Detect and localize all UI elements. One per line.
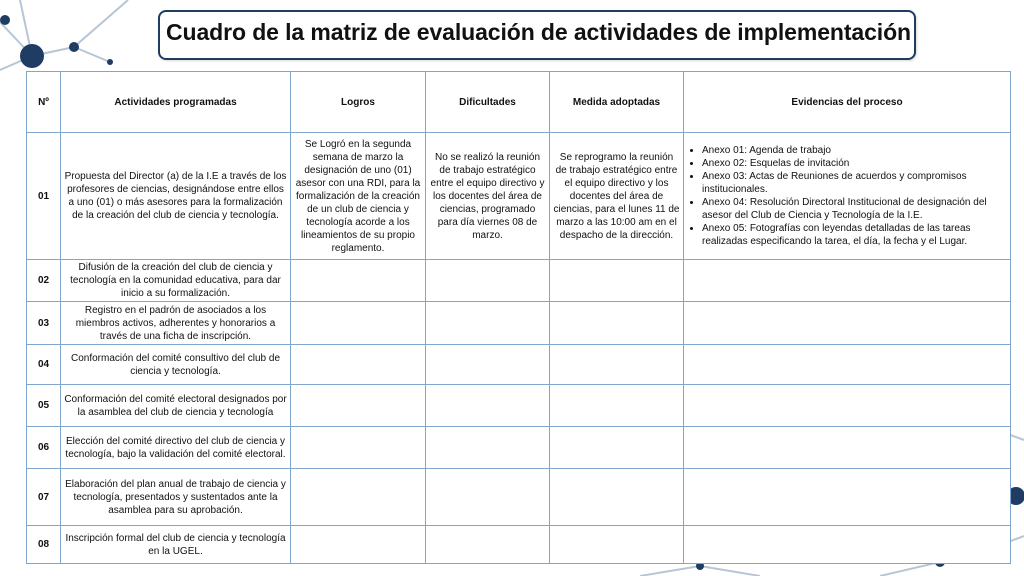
activity-cell: Conformación del comité consultivo del club de ciencia y tecnología. — [61, 345, 291, 385]
medida-cell — [550, 427, 684, 469]
row-number: 01 — [27, 133, 61, 260]
medida-cell — [550, 260, 684, 302]
activity-cell: Inscripción formal del club de ciencia y tecnología en la UGEL. — [61, 526, 291, 564]
table-header-row — [27, 72, 1011, 133]
evidencias-cell — [684, 260, 1011, 302]
evidencias-cell — [684, 526, 1011, 564]
activity-cell: Conformación del comité electoral designados por la asamblea del club de ciencia y tecnología — [61, 385, 291, 427]
activity-cell: Registro en el padrón de asociados a los miembros activos, adherentes y honorarios a través de una ficha de inscripción. — [61, 302, 291, 345]
table-row — [27, 526, 1011, 564]
row-number: 02 — [27, 260, 61, 302]
logros-cell — [291, 385, 426, 427]
medida-cell — [550, 469, 684, 526]
activity-cell: Difusión de la creación del club de ciencia y tecnología en la comunidad educativa, para dar inicio a su formalización. — [61, 260, 291, 302]
row-number: 05 — [27, 385, 61, 427]
evidence-item: • Anexo 01: Agenda de trabajo — [702, 144, 1007, 157]
dificultades-cell — [426, 302, 550, 345]
evidencias-cell — [684, 133, 1011, 260]
activity-cell: Elección del comité directivo del club de ciencia y tecnología, bajo la validación del comité electoral. — [61, 427, 291, 469]
medida-cell — [550, 345, 684, 385]
evidencias-cell — [684, 385, 1011, 427]
row-number: 04 — [27, 345, 61, 385]
page-title: Cuadro de la matriz de evaluación de actividades de implementación — [166, 19, 911, 45]
dificultades-cell — [426, 427, 550, 469]
evaluation-matrix-table — [26, 71, 1011, 564]
activity-cell: Elaboración del plan anual de trabajo de ciencia y tecnología, presentados y sustentados ante la asamblea para su aprobación. — [61, 469, 291, 526]
evidence-item: • Anexo 04: Resolución Directoral Institucional de designación del asesor del Club de Ciencia y Tecnología de la I.E. — [702, 196, 1007, 222]
evidence-list — [687, 144, 1007, 248]
table-row — [27, 385, 1011, 427]
logros-cell — [291, 345, 426, 385]
medida-cell — [550, 526, 684, 564]
logros-cell — [291, 260, 426, 302]
dificultades-cell — [426, 469, 550, 526]
evidence-item: • Anexo 02: Esquelas de invitación — [702, 157, 1007, 170]
logros-cell — [291, 302, 426, 345]
evidencias-cell — [684, 345, 1011, 385]
evidencias-cell — [684, 427, 1011, 469]
logros-cell — [291, 526, 426, 564]
row-number: 06 — [27, 427, 61, 469]
title-box — [158, 10, 916, 60]
header-logros: Logros — [291, 72, 426, 133]
medida-cell: Se reprogramo la reunión de trabajo estratégico entre el equipo directivo y los docentes del área de ciencias, para el lunes 11 de marzo a las 10:00 am en el despacho de la dirección. — [550, 133, 684, 260]
medida-cell — [550, 385, 684, 427]
header-evidencias: Evidencias del proceso — [684, 72, 1011, 133]
header-actividades: Actividades programadas — [61, 72, 291, 133]
activity-cell: Propuesta del Director (a) de la I.E a través de los profesores de ciencias, designándose entre ellos a uno (01) o más asesores para la formalización de la creación del club de ciencia y tecnología. — [61, 133, 291, 260]
header-medida: Medida adoptadas — [550, 72, 684, 133]
evidencias-cell — [684, 469, 1011, 526]
medida-cell — [550, 302, 684, 345]
logros-cell — [291, 469, 426, 526]
dificultades-cell — [426, 526, 550, 564]
table-row — [27, 260, 1011, 302]
table-row — [27, 345, 1011, 385]
table-row — [27, 133, 1011, 260]
table-row — [27, 302, 1011, 345]
evidence-item: • Anexo 05: Fotografías con leyendas detalladas de las tareas realizadas especificando la tarea, el día, la fecha y el Lugar. — [702, 222, 1007, 248]
table-row — [27, 469, 1011, 526]
header-dificultades: Dificultades — [426, 72, 550, 133]
dificultades-cell — [426, 260, 550, 302]
row-number: 03 — [27, 302, 61, 345]
row-number: 08 — [27, 526, 61, 564]
dificultades-cell — [426, 345, 550, 385]
header-num: Nº — [27, 72, 61, 133]
evidencias-cell — [684, 302, 1011, 345]
dificultades-cell: No se realizó la reunión de trabajo estratégico entre el equipo directivo y los docentes del área de ciencias, programado para día viernes 08 de marzo. — [426, 133, 550, 260]
logros-cell: Se Logró en la segunda semana de marzo la designación de uno (01) asesor con una RDI, para la formalización de la creación de un club de ciencia y tecnología acorde a los lineamientos de su propio reglamento. — [291, 133, 426, 260]
evidence-item: • Anexo 03: Actas de Reuniones de acuerdos y compromisos institucionales. — [702, 170, 1007, 196]
table-row — [27, 427, 1011, 469]
logros-cell — [291, 427, 426, 469]
dificultades-cell — [426, 385, 550, 427]
row-number: 07 — [27, 469, 61, 526]
